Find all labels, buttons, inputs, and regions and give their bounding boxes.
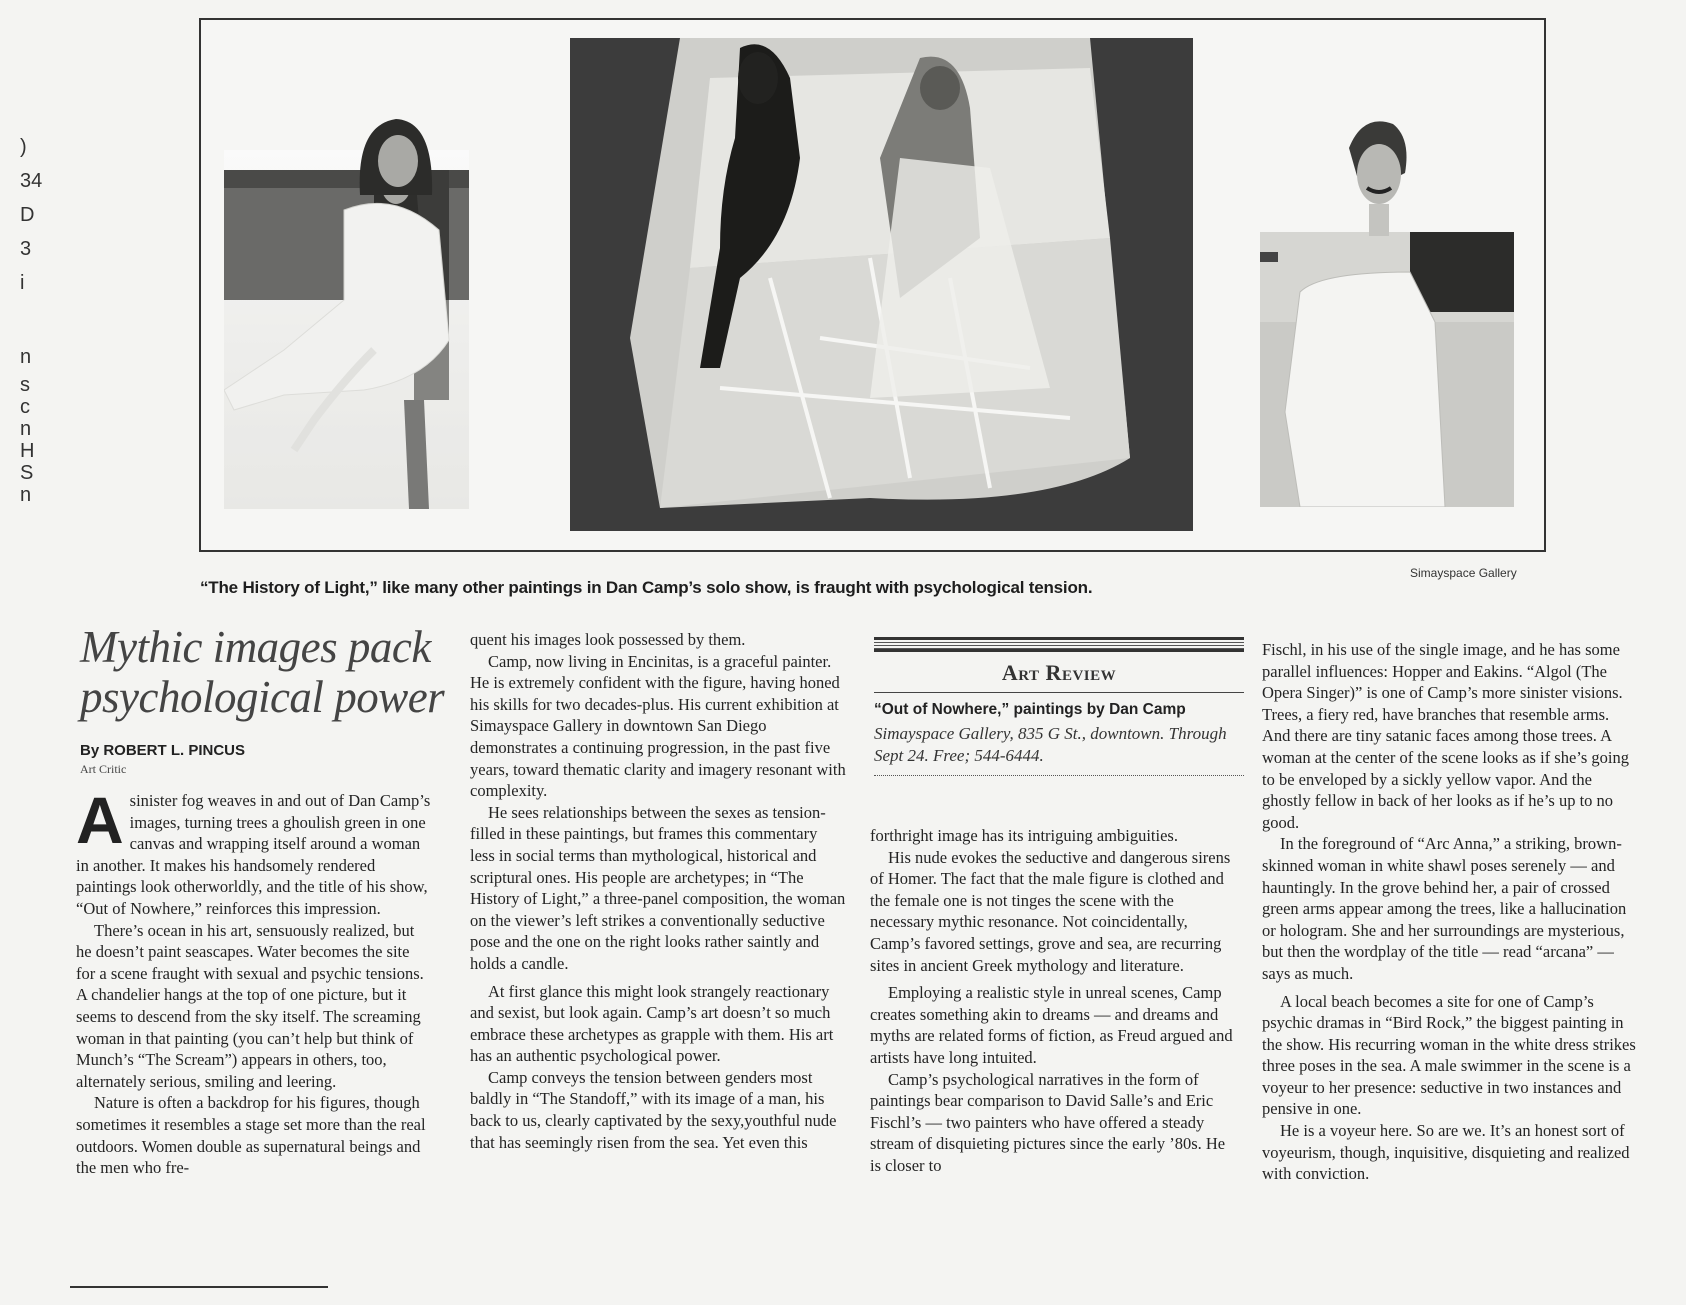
review-info-box [874,637,1244,776]
painting-head-right [1343,118,1413,236]
article-column-4 [1262,639,1636,1185]
edge-fragment: i [20,272,25,294]
box-rule-bottom [874,775,1244,776]
paragraph-text: sinister fog weaves in and out of Dan Camp’s images, turning trees a ghoulish green in one canvas and wrapping itself around a woman in another. It makes his handsomely rendered paintings look otherworldly, and the title of his show, “Out of Nowhere,” reinforces this impression. [76,791,431,918]
paragraph: Fischl, in his use of the single image, and he has some parallel influences: Hopper and Eakins. “Algol (The Opera Singer)” is one of Camp’s more sinister visions. Trees, a fiery red, have branches that resemble arms. And there are tiny satanic faces among those trees. A woman at the center of the scene looks as if she’s going to be enveloped by a sickly yellow vapor. And the ghostly fellow in back of her looks as if he’s up to no good. [1262,640,1630,832]
edge-fragment: n [20,484,32,506]
edge-fragment: 34 [20,170,43,192]
page-edge-fragments [20,20,43,560]
box-show-title: “Out of Nowhere,” paintings by Dan Camp [874,701,1186,718]
painting-panel-right [1260,232,1514,507]
paragraph: quent his images look possessed by them. [470,630,746,649]
paragraph: His nude evokes the seductive and dangerous sirens of Homer. The fact that the male figure is clothed and the female one is not tinges the scene with the necessary mythic resonance. Not coincidentally, Camp’s favored settings, grove and sea, are recurring sites in ancient Greek mythology and literature. [870,847,1231,975]
painting-head-left [356,115,436,195]
paragraph: At first glance this might look strangely reactionary and sexist, but look again. Camp’s art doesn’t so much embrace these archetypes as grapple with them. His art has an authentic psychological power. [470,981,834,1066]
box-rule-top [874,637,1244,652]
byline-role: Art Critic [80,762,127,776]
article-column-3 [870,825,1240,1177]
edge-fragment: 3 [20,238,32,260]
edge-fragment: S [20,462,34,484]
edge-fragment: n [20,346,32,368]
edge-fragment: D [20,204,35,226]
paragraph: He is a voyeur here. So are we. It’s an honest sort of voyeurism, though, inquisitive, disquieting and realized with conviction. [1262,1121,1630,1184]
edge-fragment: H [20,440,35,462]
paragraph: Camp’s psychological narratives in the form of paintings bear comparison to David Salle’s and Eric Fischl’s — two painters who have offered a steady stream of disquieting pictures since the early ’80s. He is closer to [870,1069,1226,1175]
painting-panel-left [224,150,469,509]
photo-caption: “The History of Light,” like many other paintings in Dan Camp’s solo show, is fraught with psychological tension. [200,578,1093,597]
article-column-1 [76,783,432,1179]
article-column-2 [470,629,846,1153]
paragraph [76,783,432,920]
paragraph: A local beach becomes a site for one of Camp’s psychic dramas in “Bird Rock,” the biggest painting in the show. His recurring woman in the white dress strikes three poses in the sea. A male swimmer in the scene is a voyeur to her presence: seductive in two instances and pensive in one. [1262,991,1636,1119]
article-headline: Mythic images pack psychological power [80,622,445,722]
edge-fragment: c [20,396,30,418]
drop-cap: A [76,783,124,857]
edge-fragment: n [20,418,32,440]
photo-credit: Simayspace Gallery [1410,566,1517,580]
paragraph: Nature is often a backdrop for his figures, though sometimes it resembles a stage set more than the real outdoors. Women double as supernatural beings and the men who fre- [76,1093,426,1178]
box-label: Art Review [1001,660,1117,685]
paragraph: He sees relationships between the sexes as tension-filled in these paintings, but frames this commentary less in social terms than mythological, historical and scriptural ones. His people are archetypes; in “The History of Light,” a three-panel composition, the woman on the viewer’s left strikes a conventionally seductive pose and the one on the right looks rather saintly and holds a candle. [470,802,846,973]
edge-fragment: ) [20,136,27,158]
paragraph: In the foreground of “Arc Anna,” a striking, brown-skinned woman in white shawl poses serenely — and hauntingly. In the grove behind her, a pair of crossed green arms appear among the trees, like a hallucination or hologram. She and her surroundings are mysterious, but then the wordplay of the title — read “arcana” — says as much. [1262,834,1627,983]
paragraph: There’s ocean in his art, sensuously realized, but he doesn’t paint seascapes. Water becomes the site for a scene fraught with sexual and psychic tensions. A chandelier hangs at the top of one picture, but it seems to descend from the sky itself. The screaming woman in that painting (you can’t help but think of Munch’s “The Scream”) appears in others, too, alternately serious, smiling and leering. [76,920,424,1091]
box-venue-details: Simayspace Gallery, 835 G St., downtown. Through Sept 24. Free; 544-6444. [874,724,1227,765]
paragraph: forthright image has its intriguing ambiguities. [870,826,1178,845]
paragraph: Camp, now living in Encinitas, is a graceful painter. He is extremely confident with the figure, having honed his skills for two decades-plus. His current exhibition at Simayspace Gallery in downtown San Diego demonstrates a continuing progression, in the past five years, toward thematic clarity and imagery resonant with complexity. [470,651,846,801]
painting-panel-center [570,38,1193,531]
box-divider [874,692,1244,693]
byline: By ROBERT L. PINCUS [80,742,246,759]
bottom-rule [70,1286,328,1288]
edge-fragment: s [20,374,30,396]
paragraph: Camp conveys the tension between genders most baldly in “The Standoff,” with its image of a man, his back to us, clearly captivated by the sexy,youthful nude that has seemingly risen from the sea. Yet even this [470,1067,837,1152]
paragraph: Employing a realistic style in unreal scenes, Camp creates something akin to dreams — and dreams and myths are related forms of fiction, as Freud argued and artists have long intuited. [870,983,1233,1067]
